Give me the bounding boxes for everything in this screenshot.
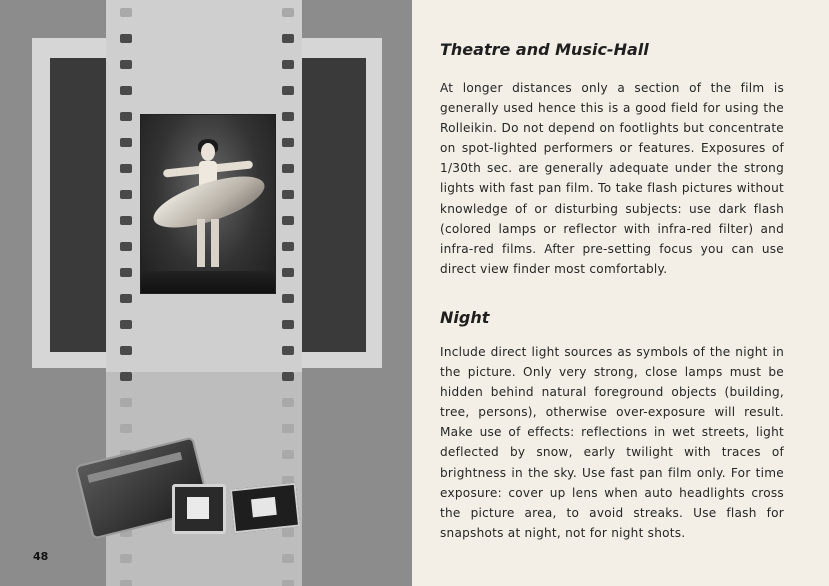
film-perforation bbox=[120, 190, 132, 199]
film-perforation bbox=[282, 320, 294, 329]
dancer-head bbox=[201, 143, 215, 161]
film-perforation bbox=[120, 268, 132, 277]
section-body-theatre: At longer distances only a section of the film is generally used hence this is a good field for using the Rolleikin. Do not depend on footlights but concentrate on spot-lighted performers or features. Exposures of 1/30th sec. are generally adequate under the strong lights with fast pan film. To take flash pictures without knowledge of or disturbing subjects: use dark flash (colored lamps or reflector with infra-red filter) and infra-red films. After pre-setting focus you can use direct view finder most comfortably. bbox=[440, 81, 784, 276]
film-perforation bbox=[282, 242, 294, 251]
film-perforation bbox=[120, 372, 132, 381]
film-perforation bbox=[282, 138, 294, 147]
film-perforation bbox=[120, 294, 132, 303]
film-perforation bbox=[282, 424, 294, 433]
film-perforation bbox=[120, 424, 132, 433]
film-perforation bbox=[282, 190, 294, 199]
section-heading-theatre: Theatre and Music-Hall bbox=[440, 40, 649, 59]
film-perforation bbox=[120, 554, 132, 563]
film-perforation bbox=[282, 112, 294, 121]
film-perforation bbox=[120, 320, 132, 329]
film-perforation bbox=[120, 86, 132, 95]
film-perforation bbox=[282, 164, 294, 173]
film-perforation bbox=[282, 398, 294, 407]
film-perforation bbox=[282, 34, 294, 43]
film-perforation bbox=[282, 216, 294, 225]
film-perforation bbox=[282, 372, 294, 381]
page-number: 48 bbox=[33, 550, 49, 563]
film-perforation bbox=[120, 8, 132, 17]
film-perforation bbox=[282, 528, 294, 537]
text-page bbox=[412, 0, 829, 586]
stage-floor bbox=[141, 271, 275, 293]
rolleikin-mount-image bbox=[172, 484, 226, 534]
film-perforation bbox=[120, 580, 132, 586]
film-perforation bbox=[282, 86, 294, 95]
film-perforation bbox=[120, 164, 132, 173]
film-perforation bbox=[120, 242, 132, 251]
illustration-panel bbox=[0, 0, 412, 586]
dancer-photo bbox=[140, 114, 276, 294]
dancer-legs bbox=[197, 219, 219, 267]
film-perforation bbox=[120, 398, 132, 407]
film-perforation bbox=[120, 346, 132, 355]
film-perforation bbox=[282, 60, 294, 69]
film-perforation bbox=[120, 112, 132, 121]
film-perforation bbox=[120, 216, 132, 225]
film-perforation bbox=[282, 268, 294, 277]
film-perforation bbox=[282, 294, 294, 303]
film-perforation bbox=[120, 138, 132, 147]
film-perforation bbox=[120, 60, 132, 69]
section-body-night: Include direct light sources as symbols of the night in the picture. Only very strong, close lamps must be hidden behind natural foreground objects (building, tree, persons), otherwise over-exposure will result. Make use of effects: reflections in wet streets, light deflected by snow, early twilight with traces of brightness in the sky. Use fast pan film only. For time exposure: cover up lens when auto headlights cross the picture area, to avoid streaks. Use flash for snapshots at night, not for night shots. bbox=[440, 345, 784, 540]
film-perforation bbox=[282, 346, 294, 355]
film-perforation bbox=[282, 8, 294, 17]
film-perforation bbox=[282, 580, 294, 586]
section-heading-night: Night bbox=[440, 308, 490, 327]
film-mask-image bbox=[230, 483, 300, 534]
film-perforation bbox=[120, 34, 132, 43]
film-perforation bbox=[282, 450, 294, 459]
film-perforation bbox=[282, 554, 294, 563]
